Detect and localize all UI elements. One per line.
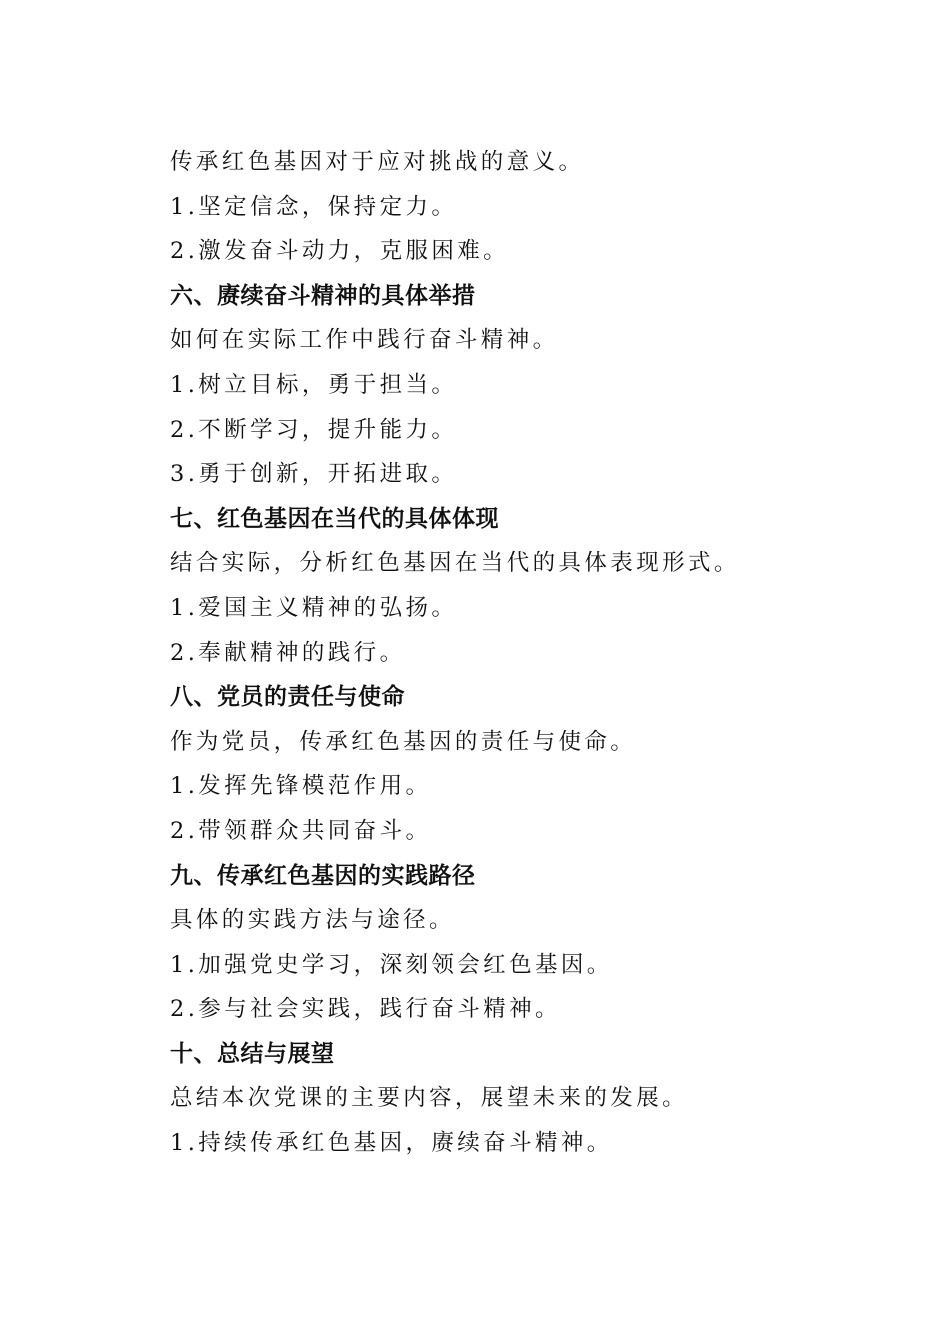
document-content [170, 140, 890, 1166]
list-item: 2.带领群众共同奋斗。 [170, 817, 432, 844]
section-heading: 六、赓续奋斗精神的具体举措 [170, 282, 476, 309]
paragraph: 作为党员，传承红色基因的责任与使命。 [170, 728, 637, 755]
list-item: 1.持续传承红色基因，赓续奋斗精神。 [170, 1130, 613, 1157]
list-item: 3.勇于创新，开拓进取。 [170, 461, 458, 488]
list-item: 1.树立目标，勇于担当。 [170, 371, 458, 398]
list-item: 1.发挥先锋模范作用。 [170, 773, 432, 800]
list-item: 2.参与社会实践，践行奋斗精神。 [170, 996, 561, 1023]
paragraph: 结合实际，分析红色基因在当代的具体表现形式。 [170, 550, 740, 577]
paragraph: 传承红色基因对于应对挑战的意义。 [170, 149, 585, 175]
section-heading: 十、总结与展望 [170, 1040, 335, 1067]
paragraph: 总结本次党课的主要内容，展望未来的发展。 [170, 1085, 689, 1112]
list-item: 1.坚定信念，保持定力。 [170, 193, 458, 220]
paragraph: 如何在实际工作中践行奋斗精神。 [170, 327, 559, 354]
list-item: 1.爱国主义精神的弘扬。 [170, 594, 458, 621]
section-heading: 九、传承红色基因的实践路径 [170, 862, 476, 889]
section-heading: 七、红色基因在当代的具体体现 [170, 505, 499, 532]
paragraph: 具体的实践方法与途径。 [170, 907, 455, 934]
list-item: 2.激发奋斗动力，克服困难。 [170, 238, 510, 265]
section-heading: 八、党员的责任与使命 [170, 684, 405, 711]
list-item: 2.不断学习，提升能力。 [170, 416, 458, 443]
list-item: 2.奉献精神的践行。 [170, 639, 406, 666]
list-item: 1.加强党史学习，深刻领会红色基因。 [170, 951, 613, 978]
